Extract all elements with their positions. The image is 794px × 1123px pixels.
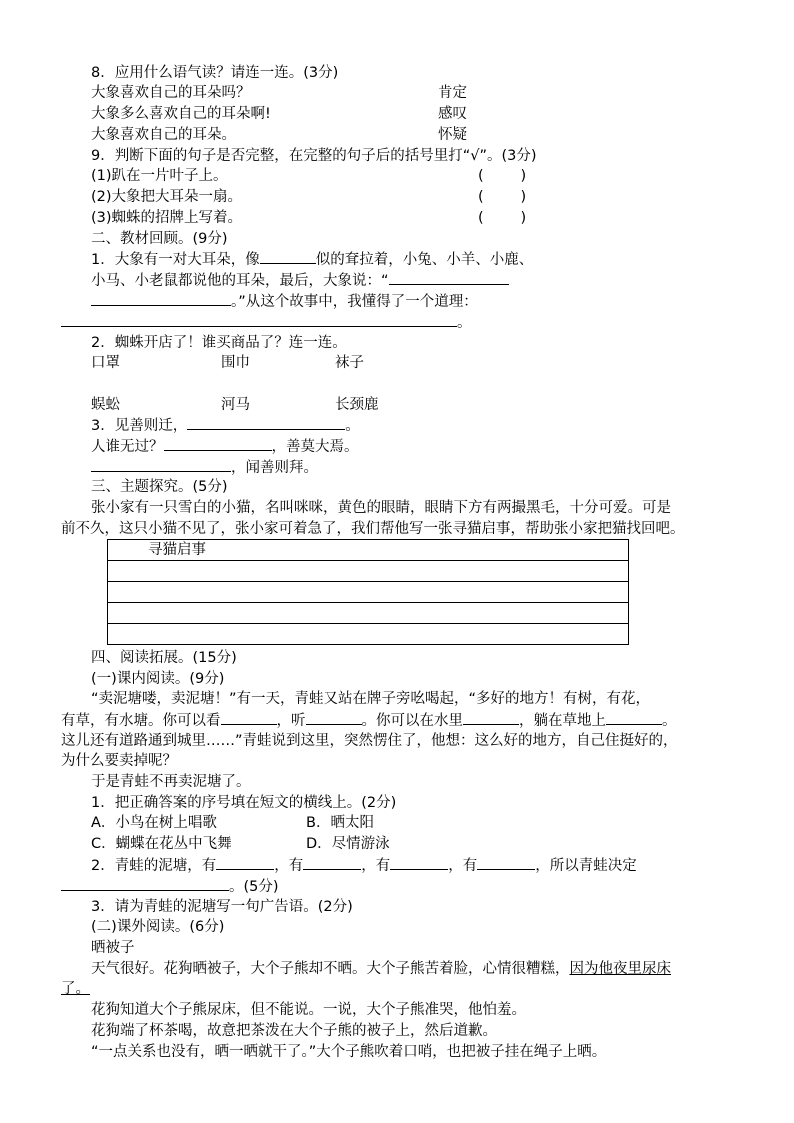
- s2-q1-line3: [91, 291, 478, 312]
- blank-pond-has-2[interactable]: [303, 855, 361, 870]
- s2-q3-text-b: 。: [345, 418, 360, 434]
- blank-pond-has-3[interactable]: [390, 855, 448, 870]
- q8-right-1: 肯定: [438, 85, 467, 101]
- s2-q1-text-e: 。: [457, 315, 472, 331]
- s2-q3-line1: [91, 415, 360, 436]
- s4-q2-text-d: ，有: [448, 858, 478, 874]
- buyer-giraffe: 长颈鹿: [335, 397, 379, 413]
- blank-can-hear[interactable]: [306, 710, 362, 725]
- blank-pond-has-4[interactable]: [477, 855, 535, 870]
- blank-pond-has-1[interactable]: [216, 855, 274, 870]
- q9-item-3: (3)蜘蛛的招牌上写着。: [91, 210, 243, 226]
- story-title: 晒被子: [91, 940, 135, 956]
- s2-q3-text-c: 人谁无过？: [91, 439, 164, 455]
- s2-q3-text-e: ，闻善则拜。: [231, 460, 318, 476]
- s4-q2-line2: [61, 876, 279, 897]
- s2-q3-line2: [91, 436, 359, 457]
- s4-p2-text-d: ，躺在草地上: [519, 713, 606, 729]
- story-line3: 花狗知道大个子熊尿床，但不能说。一说，大个子熊准哭，他怕羞。: [91, 1002, 526, 1018]
- section3-title: 三、主题探究。(5分): [91, 479, 228, 495]
- story-line4: 花狗端了杯茶喝，故意把茶泼在大个子熊的被子上，然后道歉。: [91, 1023, 497, 1039]
- notice-line-1: [108, 560, 628, 561]
- lost-cat-notice-title: 寻猫启事: [148, 542, 206, 558]
- s3-para-line2: 前不久，这只小猫不见了，张小家可着急了，我们帮他写一张寻猫启事，帮助张小家把猫找回吧。: [61, 521, 685, 537]
- blank-in-water[interactable]: [463, 710, 519, 725]
- blank-elephant-said-1[interactable]: [389, 270, 509, 285]
- goods-socks: 袜子: [335, 355, 364, 371]
- s3-para-line1: 张小家有一只雪白的小猫，名叫咪咪，黄色的眼睛，眼睛下方有两撮黑毛，十分可爱。可是: [91, 500, 671, 516]
- story-line1-text: 天气很好。花狗晒被子，大个子熊却不晒。大个子熊苦着脸，心情很糟糕，: [91, 961, 570, 977]
- notice-line-2: [108, 581, 628, 582]
- s4-sub1-title: (一)课内阅读。(9分): [91, 671, 225, 687]
- s4-q1-title: 1．把正确答案的序号填在短文的横线上。(2分): [91, 795, 397, 811]
- s2-q1-line4: [61, 312, 472, 333]
- s4-p2-text-e: 。: [662, 713, 677, 729]
- lost-cat-notice-box[interactable]: [107, 539, 629, 645]
- s2-q3-text-a: 3．见善则迁，: [91, 418, 188, 434]
- s4-p2-text-c: 。你可以在水里: [361, 713, 463, 729]
- q8-left-3: 大象喜欢自己的耳朵。: [91, 127, 236, 143]
- buyer-centipede: 蜈蚣: [91, 397, 120, 413]
- s4-q2-text-b: ，有: [274, 858, 304, 874]
- blank-like-what[interactable]: [260, 249, 316, 264]
- blank-frog-decision[interactable]: [61, 876, 229, 891]
- option-a: A．小鸟在树上唱歌: [91, 815, 217, 831]
- buyer-hippo: 河马: [221, 397, 250, 413]
- s2-q1-line2: [91, 270, 509, 291]
- blank-lesson[interactable]: [61, 312, 457, 327]
- s2-q1-line1: [91, 249, 533, 270]
- story-line2: [61, 979, 90, 999]
- story-underlined-reason: 因为他夜里尿床: [569, 961, 671, 977]
- q8-right-3: 怀疑: [438, 127, 467, 143]
- blank-can-see[interactable]: [221, 710, 277, 725]
- story-line5: “一点关系也没有，晒一晒就干了。”大个子熊吹着口哨，也把被子挂在绳子上晒。: [91, 1044, 607, 1060]
- blank-on-grass[interactable]: [606, 710, 662, 725]
- q9-item-1: (1)趴在一片叶子上。: [91, 168, 228, 184]
- q9-answer-paren-2[interactable]: ( ): [478, 189, 527, 205]
- s2-q2-title: 2．蜘蛛开店了！谁买商品了？连一连。: [91, 335, 347, 351]
- s2-q1-text-a: 1．大象有一对大耳朵，像: [91, 252, 260, 268]
- s4-sub2-title: (二)课外阅读。(6分): [91, 919, 225, 935]
- s4-para-line1: “卖泥塘喽，卖泥塘！”有一天，青蛙又站在牌子旁吆喝起，“多好的地方！有树，有花，: [91, 691, 651, 707]
- goods-scarf: 围巾: [221, 355, 250, 371]
- q8-right-2: 感叹: [438, 106, 467, 122]
- q8-left-2: 大象多么喜欢自己的耳朵啊!: [91, 106, 271, 122]
- blank-proverb-3[interactable]: [91, 457, 231, 472]
- s4-q2-text-c: ，有: [361, 858, 391, 874]
- goods-mask: 口罩: [91, 355, 120, 371]
- q9-title: 9．判断下面的句子是否完整，在完整的句子后的括号里打“√”。(3分): [91, 148, 537, 164]
- s4-q2-text-e: ，所以青蛙决定: [535, 858, 637, 874]
- notice-line-4: [108, 623, 628, 624]
- blank-proverb-1[interactable]: [187, 415, 345, 430]
- notice-line-3: [108, 602, 628, 603]
- s4-para-line4: 为什么要卖掉呢？: [61, 753, 177, 769]
- q9-answer-paren-3[interactable]: ( ): [478, 210, 527, 226]
- q8-left-1: 大象喜欢自己的耳朵吗？: [91, 85, 251, 101]
- s4-para-line3: 这儿还有道路通到城里……”青蛙说到这里，突然愣住了，他想：这么好的地方，自己住挺好的，: [61, 733, 678, 749]
- blank-elephant-said-2[interactable]: [91, 291, 231, 306]
- s4-para-line5: 于是青蛙不再卖泥塘了。: [91, 774, 251, 790]
- s4-para-line2: [61, 710, 677, 731]
- s4-q2-text-a: 2．青蛙的泥塘，有: [91, 858, 217, 874]
- q9-answer-paren-1[interactable]: ( ): [478, 168, 527, 184]
- s4-q2-line1: [91, 855, 637, 876]
- option-d: D．尽情游泳: [306, 836, 390, 852]
- option-b: B．晒太阳: [306, 815, 374, 831]
- option-c: C．蝴蝶在花丛中飞舞: [91, 836, 232, 852]
- s2-q1-text-b: 似的耷拉着，小兔、小羊、小鹿、: [315, 252, 534, 268]
- s4-p2-text-b: ，听: [276, 713, 306, 729]
- s2-q1-text-c: 小马、小老鼠都说他的耳朵，最后，大象说：“: [91, 273, 389, 289]
- s4-p2-text-a: 有草，有水塘。你可以看: [61, 713, 221, 729]
- story-line1: [91, 959, 671, 979]
- s2-q1-text-d: 。”从这个故事中，我懂得了一个道理：: [231, 294, 478, 310]
- blank-proverb-2[interactable]: [164, 436, 272, 451]
- s2-q3-line3: [91, 457, 318, 478]
- q9-item-2: (2)大象把大耳朵一扇。: [91, 189, 243, 205]
- section4-title: 四、阅读拓展。(15分): [91, 650, 237, 666]
- s2-q3-text-d: ，善莫大焉。: [271, 439, 359, 455]
- q8-title: 8．应用什么语气读？请连一连。(3分): [91, 65, 339, 81]
- s4-q3-title: 3．请为青蛙的泥塘写一句广告语。(2分): [91, 899, 353, 915]
- story-underlined-reason-end: 了。: [61, 981, 90, 997]
- section2-title: 二、教材回顾。(9分): [91, 231, 228, 247]
- s4-q2-text-f: 。(5分): [229, 879, 279, 895]
